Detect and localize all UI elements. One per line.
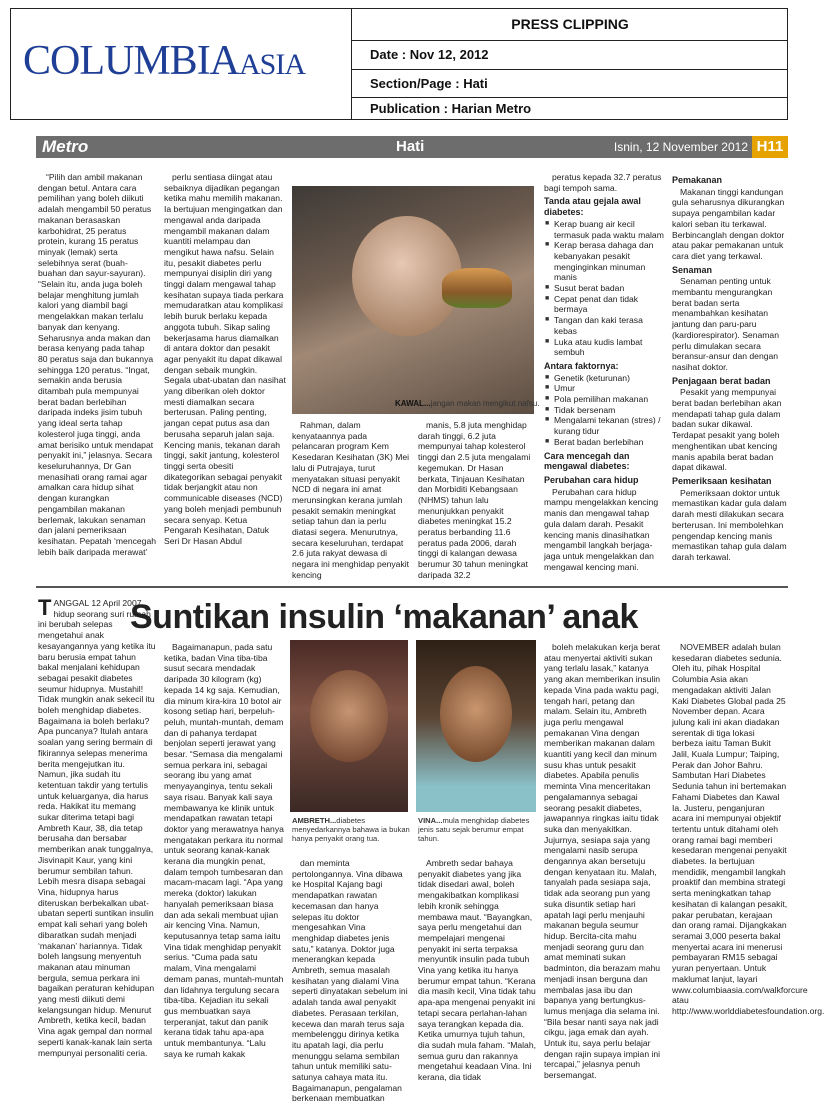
clipping-section: Section/Page : Hati	[352, 70, 788, 98]
bottom-headline: Suntikan insulin ‘makanan’ anak	[130, 598, 638, 636]
top-col-5: Pemakanan Makanan tinggi kandungan gula seharusnya dikurangkan supaya pengambilan kadar kalori seban itu terkawal. Berbincanglah dengan doktor atau pakar pemakanan untuk cara diet yang terkawal. Senaman Senaman penting untuk membantu mengurangkan berat badan serta menambahkan kesihatan jantung dan paru-paru (kardiorespirator). Senaman perlu dimulakan secara beransur-ansur dan dengan nasihat doktor. Penjagaan berat badan Pesakit yang mempunyai berat badan berlebihan akan mendapati tahap gula dalam badan sukar dikawal. Terdapat pesakit yang boleh menghentikan ubat kencing manis apabila berat badan dapat dikawal. Pemeriksaan kesihatan Pemeriksaan doktor untuk memastikan kadar gula dalam darah mesti dilakukan secara berterusan. Ini membolehkan pengendap kencing manis memastikan tahap gula dalam darah terkawal.	[672, 175, 787, 562]
top-col-3a: Rahman, dalam kenyataannya pada pelancaran program Kem Kesedaran Kesihatan (3K) Mei lalu di Putrajaya, turut menyatakan situasi penyakit NCD di negara ini amat merunsingkan kerana jumlah pesakit semakin meningkat setiap tahun dan ia perlu diatasi segera. Menurutnya, secara keseluruhan, terdapat 2.6 juta rakyat dewasa di negara ini menghidap penyakit kencing	[292, 420, 410, 580]
newspaper-band	[36, 136, 788, 158]
bottom-col-3b: Ambreth sedar bahaya penyakit diabetes yang jika tidak disedari awal, boleh mengakibatkan komplikasi lebih kronik sehingga membawa maut. “Bayangkan, saya perlu mengetahui dan mempelajari mengenai penyakit ini serta terpaksa menyuntik insulin pada tubuh Vina yang ketika itu hanya berumur empat tahun. “Kerana dia masih kecil, Vina tidak tahu apa-apa mengenai penyakit ini tetapi secara perlahan-lahan saya terangkan kepada dia. Ketika umurnya tujuh tahun, dia sudah mula faham. “Malah, semua guru dan rakannya mengetahui keadaan Vina. Ini kerana, dia tidak	[418, 858, 536, 1083]
vina-photo	[416, 640, 536, 812]
clipping-header	[10, 8, 788, 120]
photo-caption-kawal: KAWAL...jangan makan mengikut nafsu.	[395, 399, 540, 408]
clipping-publication: Publication : Harian Metro	[370, 101, 532, 116]
clipping-date: Date : Nov 12, 2012	[352, 40, 788, 70]
metro-brand: Metro	[42, 137, 89, 156]
ambreth-face	[310, 670, 388, 762]
page-number: H11	[752, 136, 788, 158]
bottom-col-5: NOVEMBER adalah bulan kesedaran diabetes sedunia. Oleh itu, pihak Hospital Columbia Asia akan mengadakan aktiviti Jalan Kaki Diabetes Global pada 25 November depan. Acara julung kali ini akan diadakan serentak di tiga lokasi berbeza iaitu Taman Bukit Jalil, Kuala Lumpur; Taiping, Perak dan Johor Bahru. Sambutan Hari Diabetes Sedunia tahun ini bertemakan Fahami Diabetes dan Kawal Ia. Justeru, penganjuran acara ini mempunyai objektif tertentu untuk ditahami oleh orang ramai bagi memberi kesedaran mengenai penyakit diabetes. Ia bertujuan mendidik, mengambil langkah proaktif dan membina strategi serta meningkatkan tahap kesihatan di kalangan pesakit, pakar perubatan, kerajaan dan orang ramai. Dijangkakan seramai 3,000 peserta bakal menyertai acara ini menerusi pembayaran RM15 sebagai yuran penyertaan. Untuk maklumat lanjut, layari www.columbiaasia.com/walkforcure atau http://www.worlddiabetesfoundation.org.	[672, 642, 824, 1016]
logo-cell	[11, 9, 352, 119]
article-divider	[36, 586, 788, 588]
top-col-4: peratus kepada 32.7 peratus bagi tempoh sama. Tanda atau gejala awal diabetes: ■ Kerap buang air kecil termasuk pada waktu malam ■ Kerap berasa dahaga dan kebanyakan pesakit menginginkan minuman manis ■ Susut berat badan ■ Cepat penat dan tidak bermaya ■ Tangan dan kaki terasa kebas ■ Luka atau kudis lambat sembuh Antara faktornya: ■ Genetik (keturunan) ■ Umur ■ Pola pemilihan makanan ■ Tidak bersenam ■ Mengalami tekanan (stres) / kurang tidur ■ Berat badan berlebihan Cara mencegah dan mengawal diabetes: Perubahan cara hidup Perubahan cara hidup mampu mengelakkan kencing manis dan mengawal tahap gula dalam darah. Pesakit kencing manis dinasihatkan mengambil langkah berjaga-jaga untuk mengelakkan dan mengawal kencing mani.	[544, 172, 664, 582]
bottom-col-2: Bagaimanapun, pada satu ketika, badan Vina tiba-tiba susut secara mendadak daripada 30 kilogram (kg) kepada 14 kg saja. Kemudian, dia minum kira-kira 10 botol air kosong setiap hari, berpeluh-peluh, muntah-muntah, demam dan di pahanya terdapat benjolan seperti jerawat yang besar. “Semasa dia mengalami semua perkara ini, sebagai seorang ibu yang amat menyayanginya, tentu sekali saya risau. Banyak kali saya membawanya ke klinik untuk mendapatkan rawatan tetapi doktor yang merawatnya hanya mengatakan perkara itu normal untuk seorang kanak-kanak kerana dia mungkin penat, dalam tempoh tumbesaran dan macam-macam lagi. “Apa yang mereka (doktor) lakukan hanyalah pemeriksaan biasa dan ada sekali membuat ujian air kencing Vina. Namun, keputusannya tetap sama iaitu Vina tidak menghidap penyakit serius. “Cuma pada satu malam, Vina mengalami demam panas, muntah-muntah dan lidahnya tergulung secara tiba-tiba. Kejadian itu sekali gus membuatkan saya terperanjat, takut dan panik kerana tidak tahu apa-apa untuk membantunya. “Lalu saya ke rumah kakak	[164, 642, 284, 1059]
top-col-3b: manis, 5.8 juta menghidap darah tinggi, 6.2 juta mempunyai tahap kolesterol tinggi dan 2.5 juta mengalami kegemukan. Dr Hasan berkata, Tinjauan Kesihatan dan Morbiditi Kebangsaan (NHMS) tahun lalu menunjukkan penyakit diabetes meningkat 15.2 peratus berbanding 11.6 peratus pada 2006, darah tinggi di kalangan dewasa berumur 30 tahun meningkat daripada 32.2	[418, 420, 531, 580]
bottom-col-4: boleh melakukan kerja berat atau menyertai aktiviti sukan yang terlalu lasak,” katanya yang akan memberikan insulin kepada Vina pada waktu pagi, tengah hari, petang dan malam. Selain itu, Ambreth juga perlu mengawal pemakanan Vina dengan memberikan makanan dalam kuantiti yang kecil dan minum susu khas untuk pesakit diabetes. Apabila penulis meminta Vina menceritakan pengalamannya sebagai seorang pesakit diabetes, jawapannya ringkas iaitu tidak suka dan menyakitkan. Jujurnya, sesiapa saja yang mengalami nasib serupa dengannya akan bersetuju dengan kenyataan itu. Malah, tanyalah pada sesiapa saja, tidak ada seorang pun yang suka disuntik setiap hari apatah lagi perlu menjauhi makanan begula seumur hidup. Bercita-cita mahu menjadi seorang guru dan amat meminati sukan badminton, dia berazam mahu menjadi insan berguna dan membalas jasa ibu dan bapanya yang bertungkus-lumus menjaga dia selama ini. “Bila besar nanti saya nak jadi cikgu, jaga emak dan ayah. Untuk itu, saya perlu belajar dengan rajin supaya impian ini tercapai,” jelasnya penuh bersemangat.	[544, 642, 661, 1081]
caption-ambreth: AMBRETH...diabetes menyedarkannya bahawa ia bukan hanya penyakit orang tua.	[292, 816, 410, 843]
columbia-asia-logo: COLUMBIAASIA	[23, 38, 306, 84]
eating-photo	[292, 186, 534, 414]
press-clipping-title: PRESS CLIPPING	[352, 9, 788, 41]
bottom-col-3a: dan meminta pertolongannya. Vina dibawa ke Hospital Kajang bagi mendapatkan rawatan kecemasan dan hanya selepas itu doktor mengesahkan Vina menghidap diabetes jenis satu,” katanya. Doktor juga menerangkan kepada Ambreth, semua masalah kesihatan yang dialami Vina seperti dinyatakan sebelum ini adalah tanda awal penyakit diabetes. Perasaan terkilan, kecewa dan marah terus saja membelenggu dirinya ketika itu apatah lagi, dia perlu menunggu selama sembilan tahun untuk memiliki satu-satunya cahaya mata itu. Bagaimanapun, pengalaman berkenaan membuatkan	[292, 858, 408, 1104]
section-label: Hati	[396, 138, 425, 155]
ambreth-photo	[290, 640, 408, 812]
burger-shape	[442, 268, 512, 308]
caption-vina: VINA...mula menghidap diabetes jenis satu sejak berumur empat tahun.	[418, 816, 530, 843]
vina-face	[440, 666, 512, 762]
top-col-1: “Pilih dan ambil makanan dengan betul. Antara cara pemilihan yang boleh diikuti adalah mengambil 50 peratus makanan berasaskan karbohidrat, 25 peratus protein, kurang 15 peratus minyak (lemak) serta selebihnya serat (buah-buahan dan sayur-sayuran). “Selain itu, anda juga boleh belajar menghitung jumlah kalori yang diambil bagi mengelakkan makan terlalu banyak dan kenyang. Seharusnya anda makan dan berasa kenyang pada tahap 80 peratus saja dan bukannya sehingga 120 peratus. “Ingat, semakin anda berusia ditambah pula mempunyai berat badan berlebihan daripada indeks jisim tubuh yang ideal serta tahap kolesterol juga tinggi, anda amat berisiko untuk mendapat penyakit ini,” jelasnya. Secara keseluruhannya, Dr Gan menasihati orang ramai agar amalkan cara hidup sihat dengan kurangkan pengambilan makanan berlemak, lakukan senaman dan jalani pemeriksaan kesihatan. Pepatah ‘mencegah lebih baik daripada merawat’	[38, 172, 157, 557]
top-col-2: perlu sentiasa diingat atau sebaiknya dijadikan pegangan ketika mahu memilih makanan. Ia bertujuan mengingatkan dan mengawal anda daripada mengambil makanan dalam kuantiti melampau dan mengikut hawa nafsu. Selain itu, pesakit diabetes perlu mempunyai disiplin diri yang tinggi dalam mengawal tahap kesihatan supaya tiada perkara memudaratkan atau komplikasi lebih buruk berlaku kepada anggota tubuh. Sikap saling bekerjasama harus diamalkan di antara doktor dan pesakit agar penyakit itu dapat dikawal dengan sebaik mungkin. Segala ubat-ubatan dan nasihat yang diberikan oleh doktor mesti diamalkan secara berterusan. Paling penting, jangan cepat putus asa dan berusaha separuh jalan saja. Kencing manis, tekanan darah tinggi, sakit jantung, kolesterol tinggi serta obesiti dikategorikan sebagai penyakit tidak berjangkit atau non communicable diseases (NCD) yang boleh menjadi pembunuh secara senyap. Ketua Pengarah Kesihatan, Datuk Seri Dr Hasan Abdul	[164, 172, 286, 546]
drop-cap: T	[38, 595, 52, 620]
bottom-col-1: TANGGAL 12 April 2007, hidup seorang suri rumah ini berubah selepas mengetahui anak kesayangannya yang ketika itu baru berusia empat tahun bakal menjalani kehidupan sebagai pesakit diabetes seumur hidupnya. Mustahil! Tidak mungkin anak sekecil itu boleh menghidap diabetes. Bagaimana ia boleh berlaku? Apa puncanya? Itulah antara soalan yang sering bermain di fikirannya selepas menerima berita mengejutkan itu. Namun, jika sudah itu ketentuan takdir yang tertulis untuk keluarganya, dia harus reda. Hakikat itu memang sukar diterima tetapi bagi Ambreth Kaur, 38, dia tetap berusaha dan bersabar memberikan anak tunggalnya, Jisvinapit Kaur, yang kini berumur sembilan tahun. Lebih mesra disapa sebagai Vina, hidupnya harus diteruskan berbekalkan ubat-ubatan seperti suntikan insulin empat kali sehari yang boleh dibaratkan sudah menjadi ‘makanan’ hariannya. Tidak boleh langsung menyentuh makanan atau minuman bergula, semua perkara ini bagaikan peraturan kehidupan yang mesti diikuti demi kelangsungan hidup. Menurut Ambreth, ketika kecil, badan Vina agak gempal dan normal seperti kanak-kanak lain serta mempunyai personaliti ceria.	[38, 595, 156, 1058]
issue-date: Isnin, 12 November 2012	[613, 140, 748, 154]
